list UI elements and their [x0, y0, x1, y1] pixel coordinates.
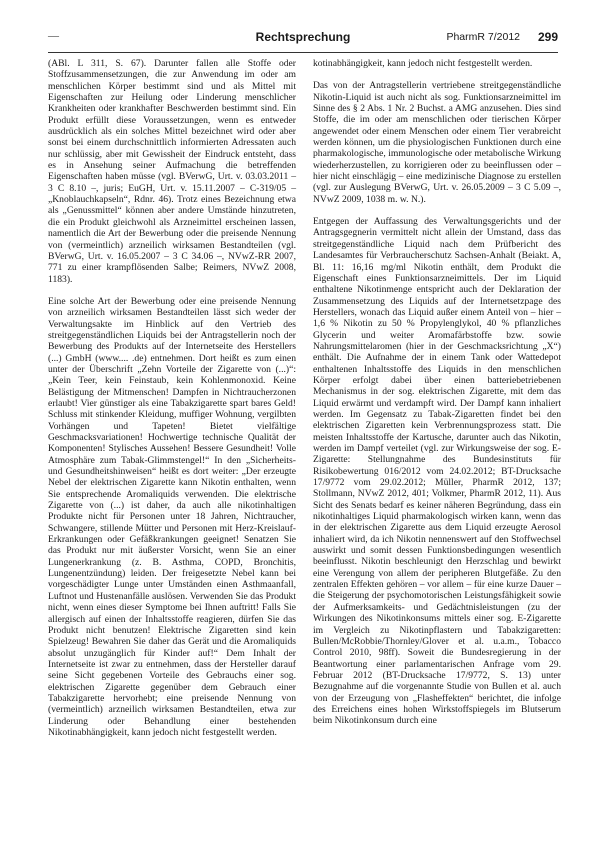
paragraph: Entgegen der Auffassung des Verwaltungsgerichts und der Antragsgegnerin vermittelt nicht allein der Umstand, dass das streitgegenständliche Liquid nach dem Prüfbericht des Landesamtes für Verbraucherschutz Sachsen-Anhalt (Beiakt. A, Bl. 11: 16,16 mg/ml Nikotin enthält, dem Produkt die Eigenschaft eines Funktionsarzneimittels. Der im Liquid enthaltene Nikotinmenge entspricht auch der Deklaration der Zusammensetzung des Liquids auf der Internetsetzpage des Herstellers, wonach das Liquid außer einem Anteil von – hier – 1,6 % Nikotin zu 50 % Propylenglykol, 40 % pflanzliches Glycerin und weiter Aromafärbstoffe bzw. sowie Nahrungsmittelaromen (hier in der Geschmacksrichtung „X“) enthält. Die Aufnahme der in einem Tank oder Wattedepot enthaltenen Inhaltsstoffe des Liquids in den menschlichen Körper erfolgt dabei über einen batteriebetriebenen Mechanismus in der sog. elektrischen Zigarette, mit dem das Liquid erwärmt und verdampft wird. Der Dampf kann inhaliert werden. Im Gegensatz zu Tabak-Zigaretten findet bei den elektrischen Zigaretten kein Verbrennungsprozess statt. Die meisten Inhaltsstoffe der Kartusche, darunter auch das Nikotin, werden im Dampf verteilet (vgl. zur Wirkungsweise der sog. E-Zigarette: Stellungnahme des Bundesinstituts für Risikobewertung 016/2012 vom 24.02.2012; BT-Drucksache 17/9772 vom 29.02.2012; Müller, PharmR 2012, 137; Stollmann, NVwZ 2012, 401; Volkmer, PharmR 2012, 11). Aus Sicht des Senats bedarf es keiner näheren Begründung, dass ein nikotinhaltiges Liquid pharmakologisch wirken kann, wenn das in der elektrischen Zigarette aus dem Liquid erzeugte Aerosol inhaliert wird, da ich Nikotin nennenswert auf den Stoffwechsel auswirkt und somit dessen Funktionsbedingungen wesentlich beeinflusst. Nikotin beschleunigt den Herzschlag und bewirkt eine Verengung von allem der peripheren Blutgefäße. Zu den zentralen Effekten gehören – vor allem – für eine kurze Dauer – die Steigerung der psychomotorischen Leistungsfähigkeit sowie der Aufmerksamkeits- und Gedächtnisleistungen (zu der Wirkungen des Nikotinkonsums mittels einer sog. E-Zigarette im Vergleich zu Nikotinpflastern und Tabakzigaretten: Bullen/McRobbie/Thornley/Glover et al. u.a.m., Tobacco Control 2010, 98ff). Soweit die Bundesregierung in der Beantwortung einer parlamentarischen Anfrage vom 29. Februar 2012 (BT-Drucksache 17/9772, S. 13) unter Bezugnahme auf die vorgenannte Studie von Bullen et al. auch von der Erzeugung von „Flasheffekten“ berichtet, die infolge des Erreichens eines hohen Wirkstoffspiegels im Blutserum beim Nikotinkonsum durch eine: [313, 216, 561, 727]
paragraph: kotinabhängigkeit, kann jedoch nicht festgestellt werden.: [313, 58, 533, 69]
right-column: [313, 58, 561, 727]
section-title: Rechtsprechung: [255, 30, 351, 44]
running-header: [48, 30, 558, 52]
page-number: 299: [537, 30, 558, 44]
paragraph: Eine solche Art der Bewerbung oder eine preisende Nennung von arzneilich wirksamen Bestandteilen lässt sich weder der Verwaltungsakte im Hinblick auf den Vertrieb des streitgegenständlichen Liquids bei der Antragstellerin noch der Bewerbung des Produkts auf der Internetseite des Herstellers (...) GmbH (www.... .de) entnehmen. Dort heißt es zum einen unter der Überschrift „Zehn Vorteile der Zigarette von (...)“: „Kein Teer, kein Feinstaub, kein Kohlenmonoxid. Keine Belästigung der Mitmenschen! Dampfen in Nichtraucherzonen erlaubt! Vier günstiger als eine Tabakzigarette spart bares Geld! Schluss mit stinkender Kleidung, muffiger Wohnung, vergilbten Vorhängen und Tapeten! Bietet vielfältige Geschmacksvariationen! Hochwertige technische Qualität der Komponenten! Stylisches Aussehen! Bessere Gesundheit! Volle Atmosphäre zum Tabak-Glimmstengel!“ In den „Sicherheits- und Gesundheitshinweisen“ heißt es dort weiter: „Der erzeugte Nebel der elektrischen Zigarette kann Nikotin enthalten, wenn Sie entsprechende Aromaliquids verwenden. Die elektrische Zigarette von (...) ist daher, da auch alle nikotinhaltigen Produkte nicht für Personen unter 18 Jahren, Nichtraucher, Schwangere, stillende Mütter und Personen mit Herz-Kreislauf-Erkrankungen oder Gefäßkrankungen geeignet! Senatzen Sie das Produkt nur mit äußerster Vorsicht, wenn Sie an einer Lungenerkrankung (z. B. Asthma, COPD, Bronchitis, Lungenentzündung) leiden. Der freigesetzte Nebel kann bei vorgeschädigter Lunge unter Umständen einen Asthmaanfall, Luftnot und Hustenanfälle auslösen. Verwenden Sie das Produkt nicht, wenn eines dieser Symptome bei Ihnen auftritt! Falls Sie allergisch auf einen der Inhaltsstoffe reagieren, dürfen Sie das Produkt nicht benutzen! Elektrische Zigaretten sind kein Spielzeug! Bewahren Sie daher das Gerät und die Aromaliquids absolut unzugänglich für Kinder auf!“ Dem Inhalt der Internetseite ist zwar zu entnehmen, dass der Hersteller darauf seine Sicht gegebenen Vorteile des Gebrauchs einer sog. elektrischen Zigarette gegenüber dem Gebrauch einer Tabakzigarette hervorhebt; eine preisende Nennung von (vermeintlich) arzneilich wirksamen Bestandteilen, etwa zur Linderung oder Behandlung einer bestehenden Nikotinabhängigkeit, kann jedoch nicht festgestellt werden.: [48, 295, 296, 738]
left-column: [48, 58, 296, 738]
journal-issue: PharmR 7/2012: [446, 31, 520, 43]
paragraph: (ABl. L 311, S. 67). Darunter fallen alle Stoffe oder Stoffzusammensetzungen, die zur Anwendung im oder am menschlichen Körper bestimmt sind und als Mittel mit Eigenschaften zur Heilung oder Linderung menschlicher Krankheiten oder krankhafter Beschwerden bestimmt sind. Ein Produkt erfüllt diese Voraussetzungen, wenn es entweder ausdrücklich als ein solches Mittel bezeichnet wird oder aber sonst bei einem durchschnittlich informierten Adressaten auch nur schlüssig, aber mit Gewissheit der Eindruck entsteht, dass es in Ansehung seiner Aufmachung die betreffenden Eigenschaften haben müsse (vgl. BVerwG, Urt. v. 03.03.2011 – 3 C 8.10 –, juris; EuGH, Urt. v. 15.11.2007 – C-319/05 – „Knoblauchkapseln“, Rdnr. 46). Trotz eines Bezeichnung etwa als „Genussmittel“ können aber andere Umstände hinzutreten, die ein Produkt gleichwohl als Arzneimittel erscheinen lassen, namentlich die Art der Bewerbung oder die preisende Nennung von (vermeintlich) arzneilich wirksamen Bestandteilen (vgl. BVerwG, Urt. v. 16.05.2007 – 3 C 34.06 –, NVwZ-RR 2007, 771 zu einer krampflösenden Salbe; Reimers, NVwZ 2008, 1183).: [48, 58, 296, 285]
paragraph: Das von der Antragstellerin vertriebene streitgegenständliche Nikotin-Liquid ist auch nicht als sog. Funktionsarzneimittel im Sinne des § 2 Abs. 1 Nr. 2 Buchst. a AMG anzusehen. Dies sind Stoffe, die im oder am menschlichen oder tierischen Körper angewendet oder einem Menschen oder einem Tier verabreicht werden können, um die physiologischen Funktionen durch eine pharmakologische, immunologische oder metabolische Wirkung wiederherzustellen, zu korrigieren oder zu beeinflussen oder – hier nicht einschlägig – eine medizinische Diagnose zu erstellen (vgl. zur Auslegung BVerwG, Urt. v. 26.05.2009 – 3 C 5.09 –, NVwZ 2009, 1038 m. w. N.).: [313, 80, 561, 205]
header-rule: [48, 52, 558, 53]
header-dash: —: [48, 30, 59, 42]
